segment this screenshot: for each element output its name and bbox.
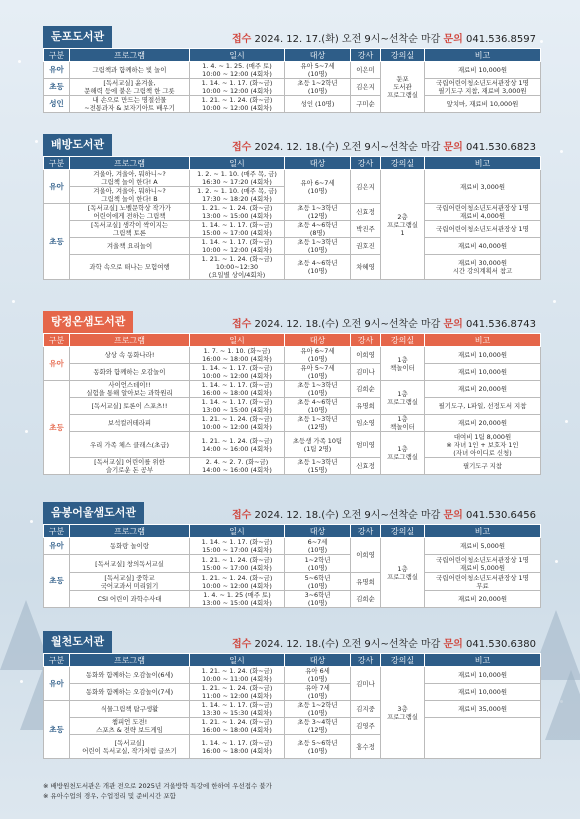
column-header: 일시 [190, 157, 285, 170]
footnotes [43, 781, 272, 801]
schedule: 2. 4. ~ 2. 7. (화~금) 14:00 ~ 16:00 (4회차) [190, 458, 285, 475]
program-name: 동화와 함께하는 오감놀이(6세) [70, 667, 190, 684]
reception-label: 접수 [231, 509, 252, 521]
section-header [43, 631, 540, 653]
instructor: 김미나 [351, 667, 381, 701]
table-row [44, 432, 541, 458]
program-name: [독서교실] 창의독서교실 [70, 555, 190, 573]
registration-info [232, 30, 540, 45]
instructor: 이희영 [351, 347, 381, 364]
column-header: 대상 [285, 334, 351, 347]
table-row [44, 667, 541, 684]
program-name: 동화와 함께하는 오감놀이(7세) [70, 684, 190, 701]
remarks: 앞치마, 재료비 10,000원 [425, 96, 541, 113]
reception-date: 2024. 12. 18.(수) 오전 9시~선착순 마감 [254, 509, 441, 521]
target: 유아 7세 (10명) [285, 684, 351, 701]
column-header: 프로그램 [70, 334, 190, 347]
table-header-row [44, 525, 541, 538]
table-header-row [44, 157, 541, 170]
reception-date: 2024. 12. 18.(수) 오전 9시~선착순 마감 [254, 318, 441, 330]
schedule: 1. 14. ~ 1. 17. (화~금) 16:00 ~ 18:00 (4회차) [190, 735, 285, 759]
program-name: [독서교실] 토론이 스포츠!! [70, 398, 190, 415]
library-name: 음봉어울샘도서관 [43, 502, 144, 524]
instructor: 이은미 [351, 62, 381, 79]
target: 성인 (10명) [285, 96, 351, 113]
target: 유아 6~7세 (10명) [285, 170, 351, 204]
column-header: 일시 [190, 49, 285, 62]
program-table [43, 156, 541, 280]
snowflake-icon [12, 300, 15, 303]
program-name: 우리 가족 체스 클래스(초급) [70, 432, 190, 458]
remarks: 대여비 1팀 8,000원 ※ 자녀 1인 + 보호자 1인 (자녀 아이디로 신청) [425, 432, 541, 458]
schedule: 1. 21. ~ 1. 24. (화~금) 15:00 ~ 17:00 (4회차) [190, 555, 285, 573]
target: 유아 6세 (10명) [285, 667, 351, 684]
column-header: 프로그램 [70, 654, 190, 667]
target: 1~2학년 (10명) [285, 555, 351, 573]
target: 유아 5~7세 (10명) [285, 364, 351, 381]
instructor: 권호진 [351, 238, 381, 255]
library-section [43, 26, 540, 113]
instructor: 임소영 [351, 415, 381, 432]
column-header: 강의실 [381, 157, 425, 170]
remarks: 재료비 10,000원 [425, 684, 541, 701]
registration-info [232, 506, 540, 521]
inquiry-phone: 041.536.8597 [466, 33, 536, 45]
category-cell: 유아 [44, 667, 70, 701]
classroom: 둔포 도서관 프로그램실 [381, 62, 425, 113]
remarks: 재료비 10,000원 [425, 667, 541, 684]
table-row [44, 398, 541, 415]
instructor: 신효정 [351, 204, 381, 221]
schedule: 1. 14. ~ 1. 17. (화~금) 10:00 ~ 12:00 (4회차) [190, 238, 285, 255]
target: 초등 1~3학년 (12명) [285, 204, 351, 221]
classroom: 2층 프로그램실 1 [381, 170, 425, 280]
column-header: 강의실 [381, 49, 425, 62]
classroom: 1층 책놀이터 [381, 415, 425, 432]
column-header: 대상 [285, 654, 351, 667]
target: 초등 4~6학년 (10명) [285, 398, 351, 415]
column-header: 강사 [351, 334, 381, 347]
category-cell: 유아 [44, 347, 70, 381]
category-cell: 유아 [44, 62, 70, 79]
table-header-row [44, 334, 541, 347]
column-header: 구분 [44, 157, 70, 170]
registration-info [232, 315, 540, 330]
table-row [44, 255, 541, 280]
target: 5~6학년 (10명) [285, 573, 351, 591]
target: 초등 1~3학년 (10명) [285, 238, 351, 255]
target: 초등 1~3학년 (15명) [285, 458, 351, 475]
schedule: 1. 21. ~ 1. 24. (화~금) 10:00 ~ 11:00 (4회차) [190, 667, 285, 684]
remarks [425, 718, 541, 759]
target: 초등 4~6학년 (8명) [285, 221, 351, 238]
footnote: ※ 배방원천도서관은 개관 전으로 2025년 겨울방학 특강에 한하여 우선접수 불가 [43, 782, 272, 790]
remarks: 재료비 10,000원 [425, 364, 541, 381]
column-header: 일시 [190, 654, 285, 667]
snowflake-icon [560, 150, 563, 153]
program-name: 동화와 함께하는 오감놀이 [70, 364, 190, 381]
program-name: 겨울책 요리놀이 [70, 238, 190, 255]
column-header: 비고 [425, 157, 541, 170]
schedule: 1. 14. ~ 1. 17. (화~금) 13:30 ~ 15:30 (4회차) [190, 701, 285, 718]
library-section [43, 502, 540, 608]
column-header: 구분 [44, 654, 70, 667]
instructor: 김은지 [351, 79, 381, 96]
column-header: 일시 [190, 334, 285, 347]
table-row [44, 555, 541, 573]
schedule: 1. 4. ~ 1. 25. (매주 토) 10:00 ~ 12:00 (4회차) [190, 62, 285, 79]
remarks: 재료비 10,000원 [425, 62, 541, 79]
snowflake-icon [555, 560, 558, 563]
target: 초등 5~6학년 (10명) [285, 735, 351, 759]
library-name: 탕정온샘도서관 [43, 311, 133, 333]
target: 초등생 가족 10팀 (1팀 2명) [285, 432, 351, 458]
remarks: 재료비 10,000원 [425, 347, 541, 364]
column-header: 구분 [44, 334, 70, 347]
table-row [44, 221, 541, 238]
remarks: 재료비 20,000원 [425, 591, 541, 608]
schedule: 1. 21. ~ 1. 24. (화~금) 10:00 ~ 12:00 (4회차) [190, 415, 285, 432]
schedule: 1. 14. ~ 1. 17. (화~금) 16:00 ~ 18:00 (4회차) [190, 381, 285, 398]
remarks: 재료비 20,000원 [425, 381, 541, 398]
reception-date: 2024. 12. 17.(화) 오전 9시~선착순 마감 [254, 33, 441, 45]
program-table [43, 653, 541, 759]
library-section [43, 311, 540, 475]
instructor: 유명희 [351, 398, 381, 415]
reception-date: 2024. 12. 18.(수) 오전 9시~선착순 마감 [254, 638, 441, 650]
table-header-row [44, 654, 541, 667]
instructor: 차혜영 [351, 255, 381, 280]
remarks: 국립어린이청소년도서관장상 1명 재료비 4,000원 [425, 204, 541, 221]
table-row [44, 204, 541, 221]
snowflake-icon [25, 430, 28, 433]
table-row [44, 79, 541, 96]
program-name: 사이언스데이!! 실험을 통해 알아보는 과학원리 [70, 381, 190, 398]
snowflake-icon [553, 300, 556, 303]
instructor: 이희영 [351, 538, 381, 573]
remarks: 국립어린이청소년도서관장상 1명 무료 [425, 573, 541, 591]
instructor: 김지중 [351, 701, 381, 718]
program-name: 그림책과 함께하는 빛 놀이 [70, 62, 190, 79]
instructor: 홍수정 [351, 735, 381, 759]
target: 초등 1~3학년 (12명) [285, 415, 351, 432]
program-table [43, 333, 541, 475]
category-cell: 초등 [44, 381, 70, 475]
column-header: 강의실 [381, 334, 425, 347]
program-name: 내 손으로 만드는 명절선물 ~전통과자 & 보자기아트 배우기 [70, 96, 190, 113]
schedule: 1. 2. ~ 1. 10. (매주 목, 금) 17:30 ~ 18:20 (4회차) [190, 187, 285, 204]
inquiry-label: 문의 [443, 638, 463, 650]
remarks: 재료비 20,000원 [425, 415, 541, 432]
snowflake-icon [18, 60, 21, 63]
schedule: 1. 14. ~ 1. 17. (화~금) 10:00 ~ 12:00 (4회차) [190, 364, 285, 381]
column-header: 강사 [351, 525, 381, 538]
schedule: 1. 4. ~ 1. 25 (매주 토) 13:00 ~ 15:00 (4회차) [190, 591, 285, 608]
instructor: 유명희 [351, 573, 381, 591]
program-name: [독서교실] 어린이 독서교실, 작가처럼 글쓰기 [70, 735, 190, 759]
footnote: ※ 유아수업의 경우, 수업정리 및 준비시간 포함 [43, 792, 176, 800]
schedule: 1. 21. ~ 1. 24. (화~금) 16:00 ~ 18:00 (4회차) [190, 718, 285, 735]
schedule: 1. 14. ~ 1. 17. (화~금) 10:00 ~ 12:00 (4회차) [190, 79, 285, 96]
target: 초등 1~3학년 (10명) [285, 381, 351, 398]
instructor: 김미나 [351, 364, 381, 381]
program-name: [독서교실] 생각이 싹이지는 그림책 토론 [70, 221, 190, 238]
program-name: 겨울아, 겨울아, 뭐하니~? 그림책 놀이 한다! A [70, 170, 190, 187]
snowflake-icon [565, 420, 568, 423]
target: 초등 3~4학년 (12명) [285, 718, 351, 735]
program-name: 보석컬러테라피 [70, 415, 190, 432]
table-row [44, 364, 541, 381]
target: 초등 4~6학년 (10명) [285, 255, 351, 280]
column-header: 구분 [44, 525, 70, 538]
category-cell: 유아 [44, 170, 70, 204]
library-name: 배방도서관 [43, 134, 112, 156]
target: 3~6학년 (10명) [285, 591, 351, 608]
instructor: 박진주 [351, 221, 381, 238]
section-header [43, 502, 540, 524]
registration-info [232, 635, 540, 650]
column-header: 비고 [425, 49, 541, 62]
column-header: 구분 [44, 49, 70, 62]
category-cell: 성인 [44, 96, 70, 113]
instructor: 김영주 [351, 718, 381, 735]
category-cell: 초등 [44, 701, 70, 759]
program-name: 겨울아, 겨울아, 뭐하니~? 그림책 놀이 한다! B [70, 187, 190, 204]
table-row [44, 170, 541, 187]
reception-date: 2024. 12. 18.(수) 오전 9시~선착순 마감 [254, 141, 441, 153]
category-cell: 초등 [44, 204, 70, 280]
schedule: 1. 21. ~ 1. 24. (화~금) 10:00 ~ 12:00 (4회차) [190, 96, 285, 113]
column-header: 프로그램 [70, 525, 190, 538]
target: 초등 1~2학년 (10명) [285, 79, 351, 96]
schedule: 1. 21. ~ 1. 24. (화~금) 13:00 ~ 15:00 (4회차) [190, 204, 285, 221]
inquiry-label: 문의 [443, 318, 463, 330]
instructor: 김희순 [351, 381, 381, 398]
column-header: 강의실 [381, 525, 425, 538]
remarks: 필기도구 지참 [425, 458, 541, 475]
registration-info [232, 138, 540, 153]
target: 유아 6~7세 (10명) [285, 347, 351, 364]
remarks: 국립어린이청소년도서관장상 1명 필기도구 지참, 재료비 3,000원 [425, 79, 541, 96]
category-cell: 유아 [44, 538, 70, 555]
column-header: 프로그램 [70, 157, 190, 170]
target: 유아 5~7세 (10명) [285, 62, 351, 79]
program-name: [독서교실] 중학교 국어교과서 미리읽기 [70, 573, 190, 591]
classroom: 1층 책놀이터 [381, 347, 425, 381]
column-header: 프로그램 [70, 49, 190, 62]
inquiry-label: 문의 [443, 141, 463, 153]
instructor: 김희순 [351, 591, 381, 608]
inquiry-label: 문의 [443, 509, 463, 521]
target: 6~7세 (10명) [285, 538, 351, 555]
reception-label: 접수 [231, 141, 252, 153]
inquiry-phone: 041.536.8743 [466, 318, 536, 330]
schedule: 1. 21. ~ 1. 24. (화~금) 11:00 ~ 12:00 (4회차) [190, 684, 285, 701]
remarks: 재료비 40,000원 [425, 238, 541, 255]
table-row [44, 538, 541, 555]
table-row [44, 718, 541, 735]
table-row [44, 573, 541, 591]
schedule: 1. 2. ~ 1. 10. (매주 목, 금) 16:30 ~ 17:20 (4회차) [190, 170, 285, 187]
program-name: 동화랑 놀이랑 [70, 538, 190, 555]
table-row [44, 62, 541, 79]
program-name: 식물그림책 탐구생활 [70, 701, 190, 718]
column-header: 비고 [425, 654, 541, 667]
snowflake-icon [540, 40, 543, 43]
column-header: 대상 [285, 49, 351, 62]
library-name: 둔포도서관 [43, 26, 112, 48]
remarks: 국립어린이청소년도서관장상 1명 재료비 5,000원 [425, 555, 541, 573]
target: 초등 1~2학년 (10명) [285, 701, 351, 718]
table-row [44, 96, 541, 113]
snowflake-icon [30, 520, 33, 523]
section-header [43, 311, 540, 333]
schedule: 1. 21. ~ 1. 24. (화~금) 10:00 ~ 12:00 (4회차) [190, 573, 285, 591]
schedule: 1. 14. ~ 1. 17. (화~금) 15:00 ~ 17:00 (4회차) [190, 221, 285, 238]
inquiry-phone: 041.530.6380 [466, 638, 536, 650]
tree-icon [545, 670, 580, 740]
instructor: 신효정 [351, 458, 381, 475]
program-name: [독서교실] 윤겨울, 문해력 등에 붙은 그림책 한 그릇 [70, 79, 190, 96]
schedule: 1. 7. ~ 1. 10. (화~금) 16:00 ~ 18:00 (4회차) [190, 347, 285, 364]
library-section [43, 134, 540, 280]
category-cell: 초등 [44, 555, 70, 608]
table-row [44, 347, 541, 364]
program-name: 과학 속으로 떠나는 모험여행 [70, 255, 190, 280]
program-name: 상상 속 동화나라! [70, 347, 190, 364]
column-header: 일시 [190, 525, 285, 538]
remarks: 재료비 5,000원 [425, 538, 541, 555]
program-table [43, 48, 541, 113]
program-table [43, 524, 541, 608]
program-name: [독서교실] 노벨문학상 작가가 어린이에게 전하는 그림책 [70, 204, 190, 221]
program-name: [독서교실] 어린이를 위한 슬기로운 돈 공부 [70, 458, 190, 475]
instructor: 김은지 [351, 170, 381, 204]
instructor: 엄미영 [351, 432, 381, 458]
program-name: 챔피언 도전! 스포츠 & 전략 보드게임 [70, 718, 190, 735]
table-row [44, 381, 541, 398]
category-cell: 초등 [44, 79, 70, 96]
remarks: 필기도구, L파일, 선정도서 지참 [425, 398, 541, 415]
table-row [44, 238, 541, 255]
library-section [43, 631, 540, 759]
reception-label: 접수 [231, 33, 252, 45]
section-header [43, 26, 540, 48]
inquiry-label: 문의 [443, 33, 463, 45]
classroom: 1층 프로그램실 [381, 538, 425, 608]
column-header: 대상 [285, 525, 351, 538]
schedule: 1. 14. ~ 1. 17. (화~금) 13:00 ~ 15:00 (4회차) [190, 398, 285, 415]
remarks: 재료비 3,000원 [425, 170, 541, 204]
table-row [44, 684, 541, 701]
inquiry-phone: 041.530.6823 [466, 141, 536, 153]
classroom: 1층 프로그램실 [381, 381, 425, 415]
column-header: 대상 [285, 157, 351, 170]
reception-label: 접수 [231, 638, 252, 650]
schedule: 1. 21. ~ 1. 24. (화~금) 10:00~12:30 (요일별 상이/4회차) [190, 255, 285, 280]
inquiry-phone: 041.530.6456 [466, 509, 536, 521]
table-row [44, 458, 541, 475]
table-row [44, 415, 541, 432]
program-name: CSI 어린이 과학수사대 [70, 591, 190, 608]
section-header [43, 134, 540, 156]
table-row [44, 591, 541, 608]
snowflake-icon [35, 140, 38, 143]
column-header: 비고 [425, 525, 541, 538]
classroom: 1층 프로그램실 [381, 432, 425, 475]
column-header: 강의실 [381, 654, 425, 667]
reception-label: 접수 [231, 318, 252, 330]
table-row [44, 701, 541, 718]
remarks: 국립어린이청소년도서관장상 1명 [425, 221, 541, 238]
column-header: 강사 [351, 49, 381, 62]
classroom: 3층 프로그램실 [381, 667, 425, 759]
instructor: 구미순 [351, 96, 381, 113]
remarks: 재료비 35,000원 [425, 701, 541, 718]
column-header: 강사 [351, 157, 381, 170]
column-header: 강사 [351, 654, 381, 667]
library-name: 월천도서관 [43, 631, 112, 653]
column-header: 비고 [425, 334, 541, 347]
schedule: 1. 21. ~ 1. 24. (화~금) 14:00 ~ 16:00 (4회차) [190, 432, 285, 458]
schedule: 1. 14. ~ 1. 17. (화~금) 15:00 ~ 17:00 (4회차) [190, 538, 285, 555]
table-header-row [44, 49, 541, 62]
remarks: 재료비 30,000원 시간 강의계획서 참고 [425, 255, 541, 280]
